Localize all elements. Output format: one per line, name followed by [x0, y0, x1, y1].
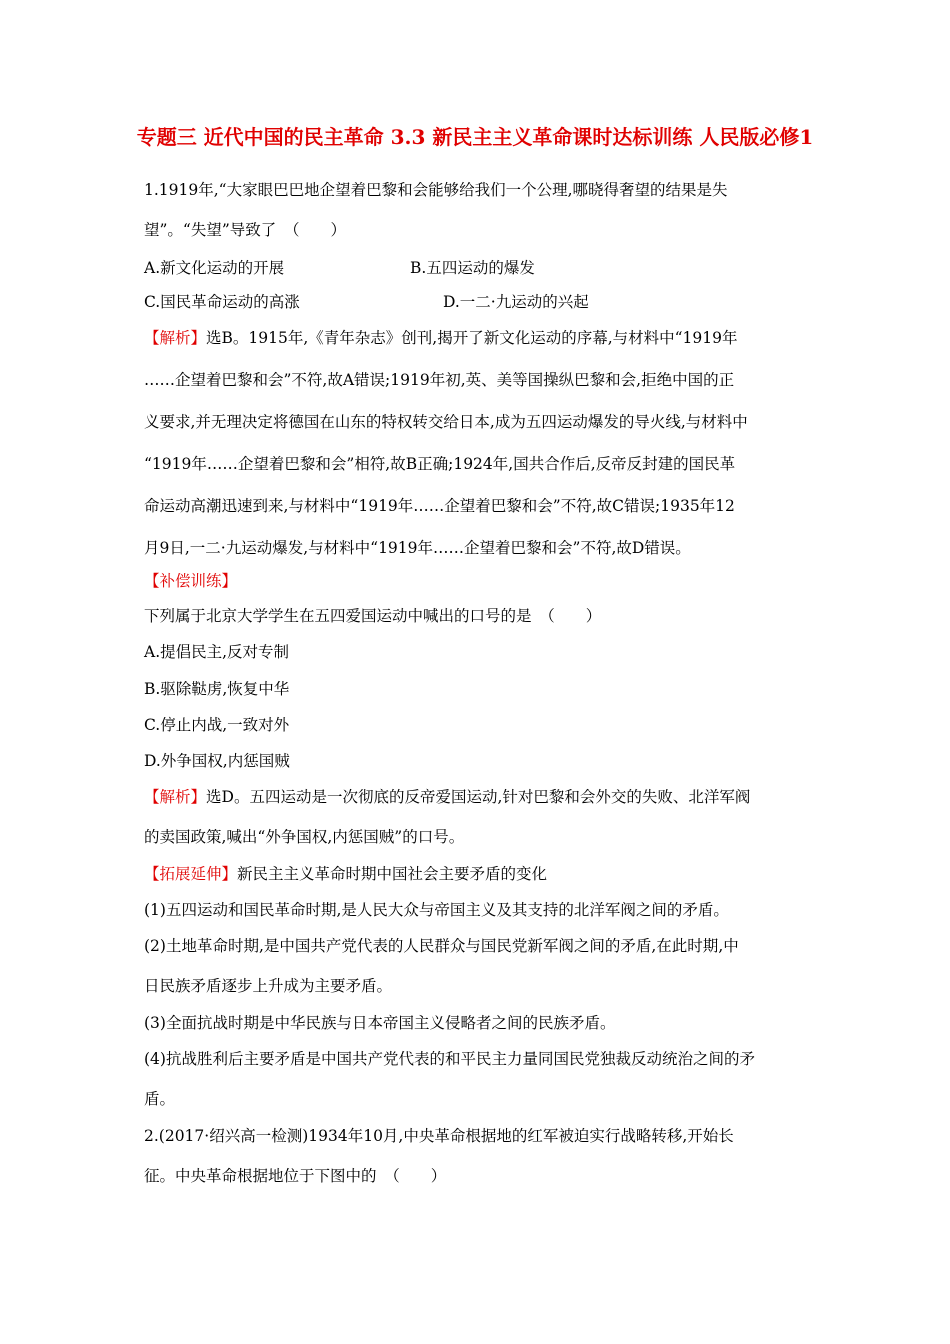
q2-stem-line1: 2.(2017·绍兴高一检测)1934年10月,中央革命根据地的红军被迫实行战略转移,开始长	[144, 1127, 734, 1145]
extension-point-2-line2: 日民族矛盾逐步上升成为主要矛盾。	[144, 977, 393, 995]
q1-option-d: D.一二·九运动的兴起	[443, 293, 589, 311]
q1-analysis-line6: 月9日,一二·九运动爆发,与材料中“1919年……企望着巴黎和会”不符,故D错误。	[144, 539, 691, 557]
q1-analysis-line1: 【解析】选B。1915年,《青年杂志》创刊,揭开了新文化运动的序幕,与材料中“1919年	[144, 329, 738, 347]
document-title: 专题三 近代中国的民主革命 3.3 新民主主义革命课时达标训练 人民版必修1	[136, 125, 814, 149]
supplement-tag: 【补偿训练】	[144, 572, 238, 590]
extension-point-3: (3)全面抗战时期是中华民族与日本帝国主义侵略者之间的民族矛盾。	[144, 1014, 616, 1032]
supplement-stem: 下列属于北京大学学生在五四爱国运动中喊出的口号的是 （ ）	[144, 607, 602, 625]
extension-point-4-line2: 盾。	[144, 1090, 176, 1108]
supplement-option-d: D.外争国权,内惩国贼	[144, 752, 290, 770]
supplement-option-a: A.提倡民主,反对专制	[144, 643, 290, 661]
q1-analysis-line2: ……企望着巴黎和会”不符,故A错误;1919年初,英、美等国操纵巴黎和会,拒绝中国的正	[144, 371, 735, 389]
q1-analysis-line5: 命运动高潮迅速到来,与材料中“1919年……企望着巴黎和会”不符,故C错误;1935年12	[144, 497, 735, 515]
supplement-option-c: C.停止内战,一致对外	[144, 716, 290, 734]
extension-tag: 【拓展延伸】	[144, 865, 238, 883]
analysis-tag: 【解析】	[144, 788, 207, 806]
supplement-analysis-line2: 的卖国政策,喊出“外争国权,内惩国贼”的口号。	[144, 828, 465, 846]
supplement-option-b: B.驱除鞑虏,恢复中华	[144, 680, 290, 698]
analysis-tag: 【解析】	[144, 329, 207, 347]
q2-stem-line2: 征。中央革命根据地位于下图中的 （ ）	[144, 1167, 447, 1185]
q1-option-a: A.新文化运动的开展	[144, 259, 285, 277]
extension-point-2-line1: (2)土地革命时期,是中国共产党代表的人民群众与国民党新军阀之间的矛盾,在此时期,中	[144, 937, 739, 955]
q1-stem-line1: 1.1919年,“大家眼巴巴地企望着巴黎和会能够给我们一个公理,哪晓得奢望的结果是失	[144, 181, 728, 199]
q1-analysis-line4: “1919年……企望着巴黎和会”相符,故B正确;1924年,国共合作后,反帝反封建的国民革	[144, 455, 736, 473]
extension-heading: 【拓展延伸】新民主主义革命时期中国社会主要矛盾的变化	[144, 865, 548, 883]
extension-point-1: (1)五四运动和国民革命时期,是人民大众与帝国主义及其支持的北洋军阀之间的矛盾。	[144, 901, 729, 919]
q1-option-c: C.国民革命运动的高涨	[144, 293, 300, 311]
extension-point-4-line1: (4)抗战胜利后主要矛盾是中国共产党代表的和平民主力量同国民党独裁反动统治之间的矛	[144, 1050, 755, 1068]
q1-option-b: B.五四运动的爆发	[410, 259, 535, 277]
q1-analysis-line3: 义要求,并无理决定将德国在山东的特权转交给日本,成为五四运动爆发的导火线,与材料中	[144, 413, 748, 431]
supplement-analysis-line1: 【解析】选D。五四运动是一次彻底的反帝爱国运动,针对巴黎和会外交的失败、北洋军阀	[144, 788, 751, 806]
q1-stem-line2: 望”。“失望”导致了 （ ）	[144, 221, 347, 239]
